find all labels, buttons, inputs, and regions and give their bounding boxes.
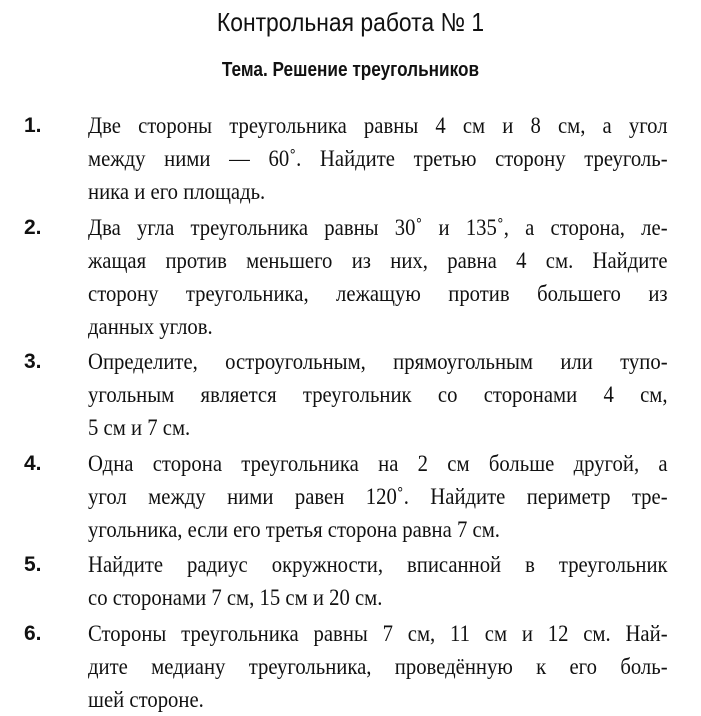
task-text-line: Найдите радиус окружности, вписанной в треугольник	[88, 552, 668, 577]
task-number: 3.	[24, 350, 42, 373]
task-number: 1.	[24, 114, 42, 137]
task-text-line: ника и его площадь.	[88, 179, 266, 204]
task-text-line: угольным является треугольник со сторонами 4 см,	[88, 382, 668, 407]
task-text-line: угольника, если его третья сторона равна 7 см.	[88, 517, 500, 542]
task-text-line: шей стороне.	[88, 687, 204, 712]
task-text	[88, 109, 668, 208]
task-text-line: дите медиану треугольника, проведённую к его боль-	[88, 654, 668, 679]
task-number: 2.	[24, 216, 42, 239]
task-text-line: Две стороны треугольника равны 4 см и 8 см, а угол	[88, 113, 668, 138]
task-text-line: 5 см и 7 см.	[88, 415, 191, 440]
task-text-line: Стороны треугольника равны 7 см, 11 см и 12 см. Най-	[88, 621, 668, 646]
task-text-line: Одна сторона треугольника на 2 см больше другой, а	[88, 451, 668, 476]
task-text-line: данных углов.	[88, 314, 213, 339]
task-text-line: жащая против меньшего из них, равна 4 см. Найдите	[88, 248, 668, 273]
page-subtitle: Тема. Решение треугольников	[221, 59, 480, 81]
page-title: Контрольная работа № 1	[216, 7, 485, 37]
task-text	[88, 345, 668, 444]
task-number: 6.	[24, 622, 42, 645]
task-text	[88, 211, 668, 343]
task-text-line: между ними — 60˚. Найдите третью сторону треуголь-	[88, 146, 668, 171]
task-text-line: со сторонами 7 см, 15 см и 20 см.	[88, 585, 383, 610]
task-number: 4.	[24, 452, 42, 475]
task-text	[88, 447, 668, 546]
task-text-line: Два угла треугольника равны 30˚ и 135˚, а сторона, ле-	[88, 215, 668, 240]
task-text-line: угол между ними равен 120˚. Найдите периметр тре-	[88, 484, 668, 509]
task-text	[88, 548, 668, 614]
task-text	[88, 617, 668, 716]
task-number: 5.	[24, 553, 42, 576]
task-text-line: Определите, остроугольным, прямоугольным или тупо-	[88, 349, 668, 374]
task-text-line: сторону треугольника, лежащую против большего из	[88, 281, 668, 306]
